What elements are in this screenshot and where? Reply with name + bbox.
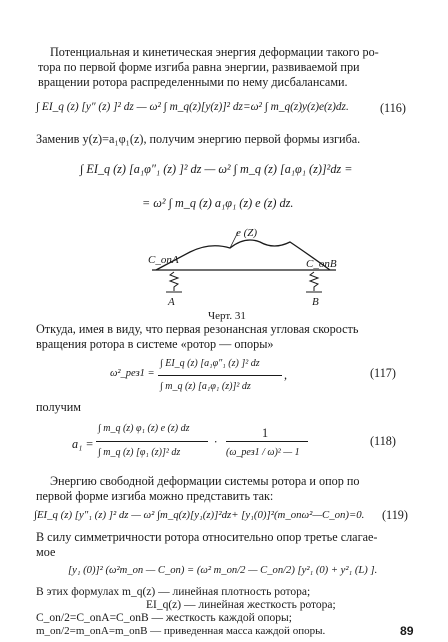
figure-caption: Черт. 31 (208, 310, 246, 322)
fraction-bar (96, 441, 208, 442)
figure-label-a: A (168, 296, 175, 308)
equation-energy-top: ∫ EI_q (z) [a₁φ″₁ (z) ]² dz — ω² ∫ m_q (z) [a₁φ₁ (z)]²dz = (80, 162, 353, 176)
definition-line: В этих формулах m_q(z) — линейная плотность ротора; (36, 586, 311, 598)
paragraph-line: получим (36, 400, 81, 414)
spring-icon-b (310, 272, 318, 291)
eq118-denominator: ∫ m_q (z) [φ₁ (z)]² dz (98, 447, 181, 458)
eq117-lhs: ω²_рез1 = (110, 368, 155, 379)
fraction-bar (226, 441, 308, 442)
paragraph-line: вращения ротора в системе «ротор — опоры» (36, 337, 274, 351)
equation-number: (118) (370, 434, 396, 448)
fraction-bar (158, 375, 282, 376)
paragraph-line: Откуда, имея в виду, что первая резонансная угловая скорость (36, 322, 359, 336)
definition-line: m_on/2=m_onA=m_onB — приведенная масса каждой опоры. (36, 625, 326, 637)
equation-116: ∫ EI_q (z) [y″ (z) ]² dz — ω² ∫ m_q(z)[y(z)]² dz=ω² ∫ m_q(z)y(z)e(z)dz. (36, 101, 349, 113)
eq117-denominator: ∫ m_q (z) [a₁φ₁ (z)]² dz (160, 381, 251, 392)
eq118-numerator: ∫ m_q (z) φ₁ (z) e (z) dz (98, 423, 190, 434)
equation-third-term: [y₁ (0)]² (ω²m_on — C_on) = (ω² m_on/2 — C_on/2) [y²₁ (0) + y²₁ (L) ]. (68, 565, 378, 576)
figure-label-b: B (312, 296, 319, 308)
equation-number: (116) (380, 101, 406, 115)
eq118-frac2-den: (ω_рез1 / ω)² — 1 (226, 447, 300, 458)
equation-number: (119) (382, 508, 408, 522)
figure-label-conb: C_onB (306, 258, 337, 270)
eq117-tail: , (284, 368, 288, 382)
definition-line: C_on/2=C_onA=C_onB — жесткость каждой опоры; (36, 612, 292, 624)
eq118-frac2-num: 1 (262, 426, 269, 440)
equation-119: ∫EI_q (z) [y″₁ (z) ]² dz — ω² ∫m_q(z)[y₁(z)]²dz+ [y₁(0)]²(m_onω²—C_on)=0. (34, 509, 365, 521)
definition-line: EI_q(z) — линейная жесткость ротора; (146, 599, 336, 611)
figure-label-cona: C_onA (148, 254, 179, 266)
eq118-lhs: a₁ = (72, 437, 94, 451)
rotor-shaft-curve (156, 240, 330, 270)
paragraph-line: Потенциальная и кинетическая энергия деформации такого ро- (50, 45, 379, 59)
eq117-numerator: ∫ EI_q (z) [a₁φ″₁ (z) ]² dz (160, 358, 260, 369)
eq118-dot: · (214, 435, 218, 449)
paragraph-line: вращении ротора распределенными по нему дисбалансами. (38, 75, 348, 89)
paragraph-line: мое (36, 545, 56, 559)
equation-energy-bottom: = ω² ∫ m_q (z) a₁φ₁ (z) e (z) dz. (142, 196, 294, 210)
equation-number: (117) (370, 366, 396, 380)
paragraph-line: В силу симметричности ротора относительно опор третье слагае- (36, 530, 378, 544)
paragraph-line: первой форме изгиба можно представить так: (36, 489, 274, 503)
paragraph-line: Заменив y(z)=a₁φ₁(z), получим энергию первой формы изгиба. (36, 132, 361, 146)
paragraph-line: тора по первой форме изгиба равна энергии, развиваемой при (38, 60, 360, 74)
paragraph-line: Энергию свободной деформации системы ротора и опор по (50, 474, 360, 488)
spring-icon-a (170, 272, 178, 291)
page-number: 89 (400, 624, 414, 638)
figure-label-e: e (Z) (236, 227, 258, 239)
